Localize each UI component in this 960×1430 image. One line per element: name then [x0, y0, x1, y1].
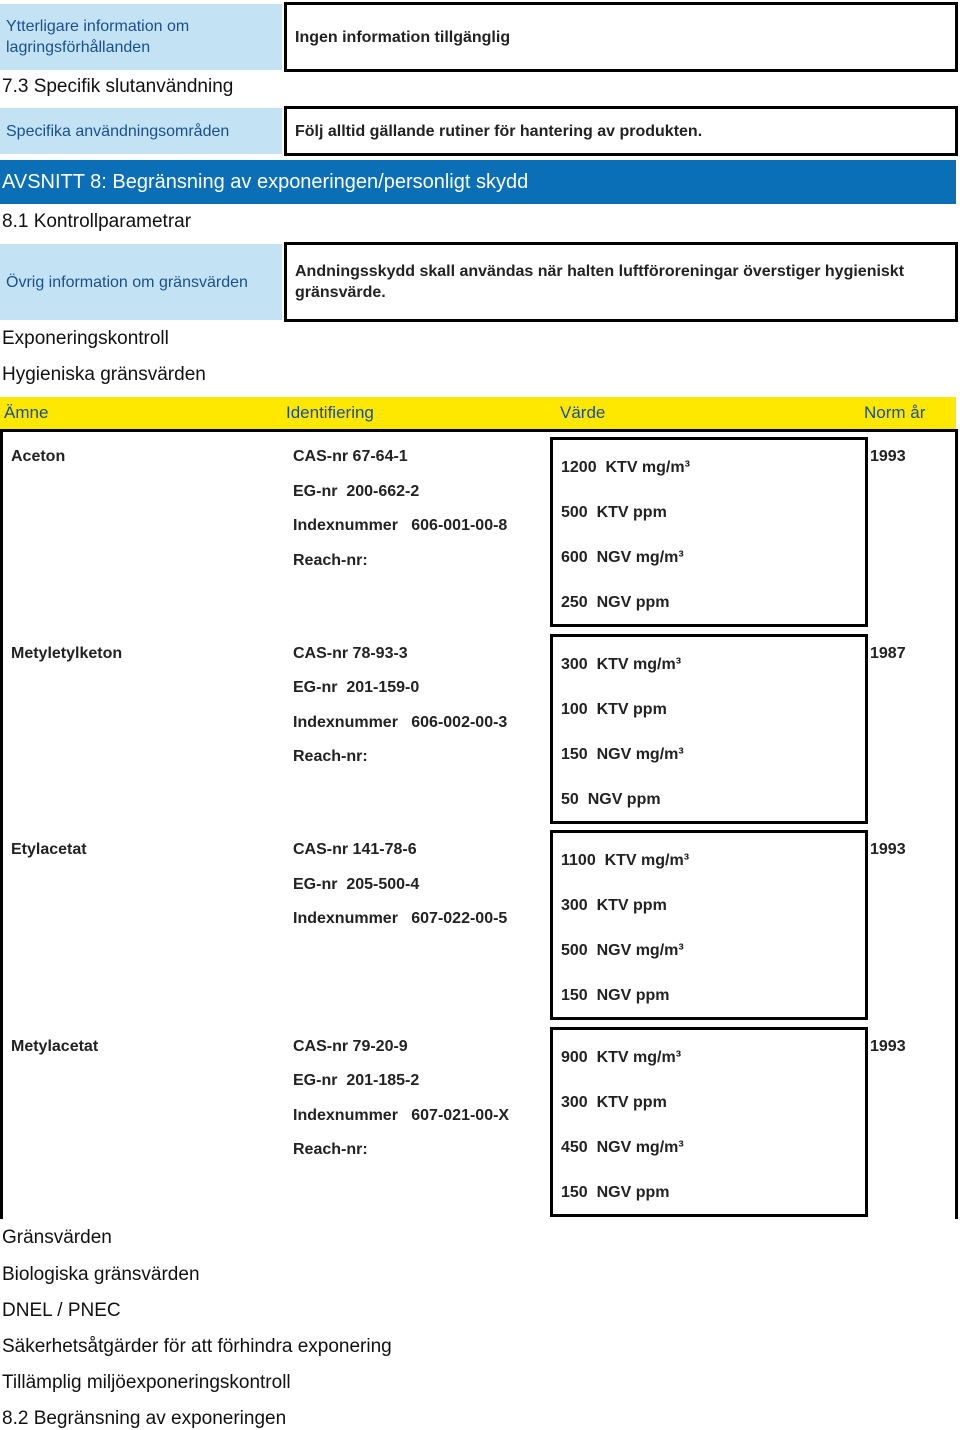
identifier: Reach-nr:: [293, 552, 368, 569]
specific-uses-value: [284, 106, 958, 156]
substance-name: Aceton: [11, 448, 66, 465]
hygiene-limits-heading: Hygieniska gränsvärden: [2, 364, 206, 385]
identifier: Indexnummer 606-001-00-8: [293, 517, 508, 534]
storage-info-value-text: Ingen information tillgänglig: [295, 28, 511, 46]
identifier: Reach-nr:: [293, 748, 368, 765]
limit-value: 300 KTV ppm: [561, 897, 667, 914]
limit-value: 100 KTV ppm: [561, 701, 667, 718]
section-8-title: AVSNITT 8: Begränsning av exponeringen/personligt skydd: [2, 171, 529, 193]
specific-uses-label-text: Specifika användningsområden: [6, 122, 230, 140]
identifier: Indexnummer 607-022-00-5: [293, 910, 508, 927]
header-identification: Identifiering: [286, 403, 374, 422]
norm-year: 1987: [870, 645, 906, 662]
limit-value: 300 KTV ppm: [561, 1094, 667, 1111]
exposure-control-heading: Exponeringskontroll: [2, 328, 169, 349]
identifier: CAS-nr 141-78-6: [293, 841, 417, 858]
limits-table-header: [0, 397, 956, 429]
limit-info-value-text: Andningsskydd skall användas när halten luftföroreningar överstiger hygieniskt gränsvärde.: [295, 263, 905, 301]
identifier: Indexnummer 606-002-00-3: [293, 714, 508, 731]
limit-value: 300 KTV mg/m³: [561, 656, 682, 673]
specific-uses-label: [0, 108, 282, 154]
section-8-2-heading: 8.2 Begränsning av exponeringen: [2, 1408, 287, 1429]
value-box: [550, 634, 868, 824]
specific-uses-value-text: Följ alltid gällande rutiner för hantering av produkten.: [295, 122, 703, 140]
identifier: EG-nr 205-500-4: [293, 876, 420, 893]
identifier: CAS-nr 79-20-9: [293, 1038, 408, 1055]
safety-measures-heading: Säkerhetsåtgärder för att förhindra exponering: [2, 1336, 392, 1357]
environmental-control-heading: Tillämplig miljöexponeringskontroll: [2, 1372, 291, 1393]
identifier: Reach-nr:: [293, 1141, 368, 1158]
substance-name: Etylacetat: [11, 841, 87, 858]
limit-value: 500 KTV ppm: [561, 504, 667, 521]
limit-value: 600 NGV mg/m³: [561, 549, 684, 566]
limit-value: 50 NGV ppm: [561, 791, 661, 808]
substance-name: Metylacetat: [11, 1038, 99, 1055]
limit-value: 500 NGV mg/m³: [561, 942, 684, 959]
identifier: EG-nr 200-662-2: [293, 483, 420, 500]
limit-info-value: [284, 242, 958, 322]
identifier: CAS-nr 78-93-3: [293, 645, 408, 662]
value-box: [550, 1027, 868, 1217]
storage-info-label: [0, 4, 282, 70]
identifier: EG-nr 201-159-0: [293, 679, 420, 696]
section-7-3-heading: 7.3 Specifik slutanvändning: [2, 76, 234, 97]
limit-values-heading: Gränsvärden: [2, 1227, 112, 1248]
limit-value: 150 NGV mg/m³: [561, 746, 684, 763]
identifier: Indexnummer 607-021-00-X: [293, 1107, 510, 1124]
dnel-pnec-heading: DNEL / PNEC: [2, 1300, 121, 1321]
biological-limits-heading: Biologiska gränsvärden: [2, 1264, 200, 1285]
substance-name: Metyletylketon: [11, 645, 123, 662]
header-substance: Ämne: [4, 403, 49, 422]
storage-info-label-text: Ytterligare information om lagringsförhållanden: [6, 18, 190, 56]
limit-value: 250 NGV ppm: [561, 594, 670, 611]
limit-info-label: [0, 244, 282, 320]
limit-value: 150 NGV ppm: [561, 1184, 670, 1201]
limit-value: 1200 KTV mg/m³: [561, 459, 690, 476]
norm-year: 1993: [870, 1038, 906, 1055]
limit-value: 900 KTV mg/m³: [561, 1049, 682, 1066]
limit-info-label-text: Övrig information om gränsvärden: [6, 273, 248, 291]
section-8-title-bar: [0, 160, 956, 204]
limit-value: 1100 KTV mg/m³: [561, 852, 690, 869]
norm-year: 1993: [870, 448, 906, 465]
header-value: Värde: [560, 403, 606, 422]
limit-value: 450 NGV mg/m³: [561, 1139, 684, 1156]
identifier: CAS-nr 67-64-1: [293, 448, 408, 465]
value-box: [550, 437, 868, 627]
limit-value: 150 NGV ppm: [561, 987, 670, 1004]
section-8-1-heading: 8.1 Kontrollparametrar: [2, 211, 192, 232]
identifier: EG-nr 201-185-2: [293, 1072, 420, 1089]
norm-year: 1993: [870, 841, 906, 858]
header-norm-year: Norm år: [864, 403, 926, 422]
storage-info-value: [284, 2, 958, 72]
value-box: [550, 830, 868, 1020]
